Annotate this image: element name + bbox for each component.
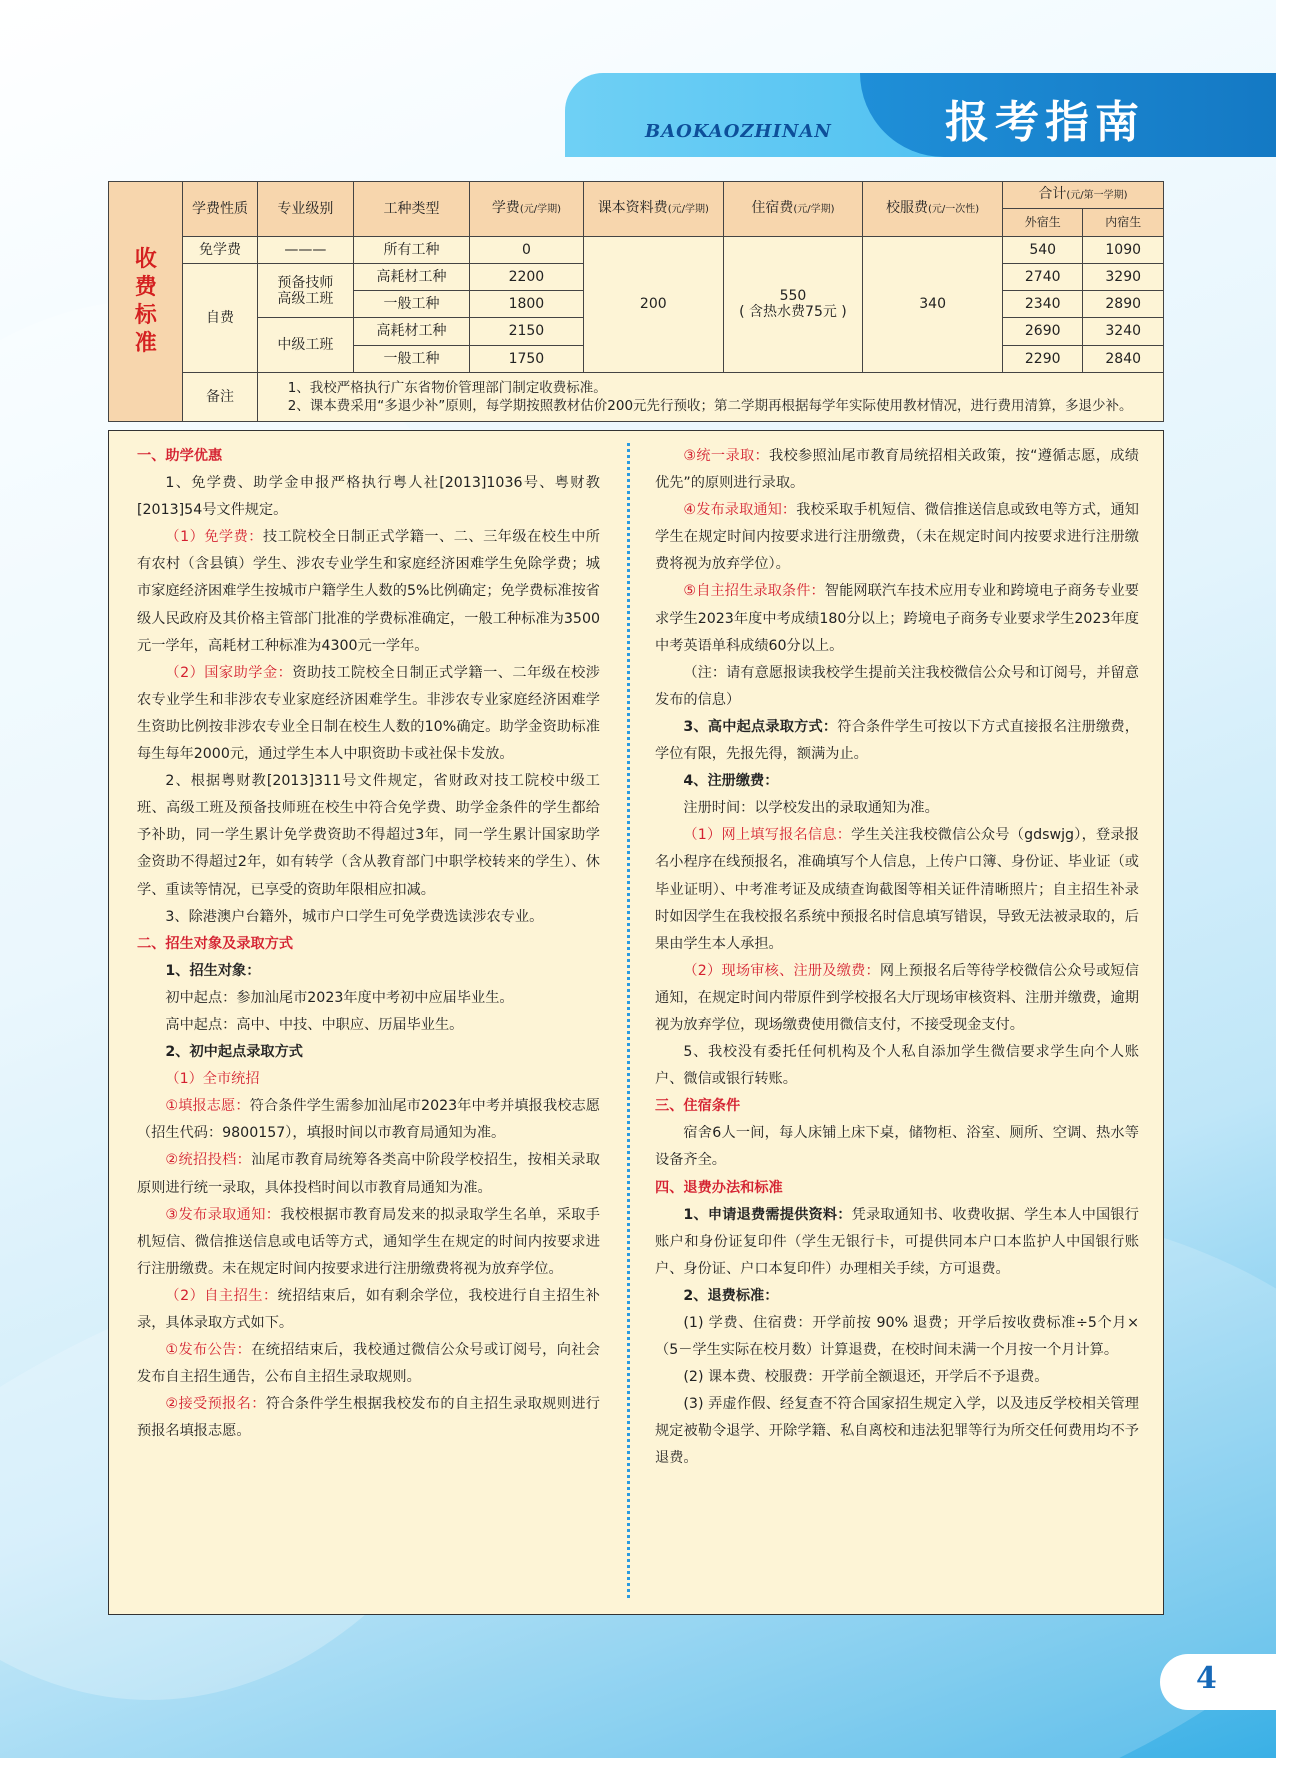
remark-label: 备注 [183, 372, 257, 421]
fee-standard-table [108, 181, 1164, 422]
paragraph: (2) 课本费、校服费：开学前全额退还，开学后不予退费。 [683, 1369, 1049, 1386]
section-heading: 四、退费办法和标准 [655, 1179, 783, 1196]
cell: 1090 [1083, 236, 1164, 263]
header-pinyin: BAOKAOZHINAN [645, 121, 832, 142]
col-header-outside: 外宿生 [1002, 209, 1082, 236]
paragraph: 高中起点：高中、中技、中职应、历届毕业生。 [165, 1016, 464, 1033]
paragraph: 4、注册缴费： [683, 773, 779, 790]
paragraph: 1、免学费、助学金申报严格执行粤人社[2013]1036号、粤财教[2013]54号文件规定。 [137, 475, 600, 519]
cell: 2890 [1083, 291, 1164, 318]
paragraph: ③统一录取：我校参照汕尾市教育局统招相关政策，按“遵循志愿，成绩优先”的原则进行录取。 [655, 448, 1139, 492]
paragraph: 1、申请退费需提供资料：凭录取通知书、收费收据、学生本人中国银行账户和身份证复印件（学生无银行卡，可提供同本户口本监护人中国银行账户、身份证、户口本复印件）办理相关手续，方可退费。 [655, 1206, 1139, 1277]
page-title: 报考指南 [945, 97, 1145, 148]
cell: 2200 [469, 263, 583, 290]
cell: 预备技师 高级工班 [257, 263, 353, 318]
left-column [137, 443, 600, 1445]
table-header-row [109, 182, 1164, 209]
uniform-fee-cell: 340 [863, 236, 1003, 372]
paragraph: 2、初中起点录取方式 [165, 1044, 303, 1061]
table-row [109, 236, 1164, 263]
cell: 1800 [469, 291, 583, 318]
cell: 2340 [1002, 291, 1082, 318]
page-number: 4 [1196, 1661, 1217, 1696]
paragraph: ②统招投档：汕尾市教育局统筹各类高中阶段学校招生，按相关录取原则进行统一录取，具体投档时间以市教育局通知为准。 [137, 1152, 600, 1196]
paragraph: 1、招生对象： [165, 962, 261, 979]
fee-side-label: 收 费 标 准 [109, 182, 183, 422]
lodging-fee-cell: 550 ( 含热水费75元 ) [723, 236, 863, 372]
cell: 高耗材工种 [354, 263, 470, 290]
cell: 3240 [1083, 318, 1164, 345]
cell: 高耗材工种 [354, 318, 470, 345]
cell: 自费 [183, 263, 257, 372]
section-heading: 一、助学优惠 [137, 448, 223, 464]
cell: 2840 [1083, 345, 1164, 372]
admission-notes [108, 430, 1164, 1615]
paragraph: （2）现场审核、注册及缴费：网上预报名后等待学校微信公众号或短信通知，在规定时间内带原件到学校报名大厅现场审核资料、注册并缴费，逾期视为放弃学位，现场缴费使用微信支付，不接受现金支付。 [655, 962, 1139, 1033]
cell: 540 [1002, 236, 1082, 263]
paragraph: ④发布录取通知：我校采取手机短信、微信推送信息或致电等方式，通知学生在规定时间内按要求进行注册缴费，（未在规定时间内按要求进行注册缴费将视为放弃学位）。 [655, 502, 1139, 573]
cell: 1750 [469, 345, 583, 372]
paragraph: (3) 弄虚作假、经复查不符合国家招生规定入学，以及违反学校相关管理规定被勒令退学、开除学籍、私自离校和违法犯罪等行为所交任何费用均不予退费。 [655, 1396, 1139, 1467]
cell: 所有工种 [354, 236, 470, 263]
paragraph: ①填报志愿：符合条件学生需参加汕尾市2023年中考并填报我校志愿（招生代码：9800157），填报时间以市教育局通知为准。 [137, 1098, 600, 1142]
cell: 免学费 [183, 236, 257, 263]
paragraph: （2）国家助学金：资助技工院校全日制正式学籍一、二年级在校涉农专业学生和非涉农专业家庭经济困难学生。非涉农专业家庭经济困难学生资助比例按非涉农专业全日制在校生人数的10%确定。助学金资助标准每生每年2000元，通过学生本人中职资助卡或社保卡发放。 [137, 664, 600, 763]
paragraph: （2）自主招生：统招结束后，如有剩余学位，我校进行自主招生补录，具体录取方式如下。 [137, 1287, 600, 1331]
col-header-total: 合计(元/第一学期) [1002, 182, 1163, 209]
books-fee-cell: 200 [583, 236, 723, 372]
col-header-tuition: 学费(元/学期) [469, 182, 583, 237]
column-divider [627, 443, 630, 1598]
col-header-books: 课本资料费(元/学期) [583, 182, 723, 237]
paragraph: ⑤自主招生录取条件：智能网联汽车技术应用专业和跨境电子商务专业要求学生2023年度中考成绩180分以上；跨境电子商务专业要求学生2023年度中考英语单科成绩60分以上。 [655, 583, 1139, 654]
paragraph: 3、除港澳户台籍外，城市户口学生可免学费选读涉农专业。 [165, 908, 544, 925]
paragraph: ③发布录取通知：我校根据市教育局发来的拟录取学生名单，采取手机短信、微信推送信息或电话等方式，通知学生在规定的时间内按要求进行注册缴费。未在规定时间内按要求进行注册缴费将视为放弃学位。 [137, 1206, 600, 1277]
paragraph: ①发布公告：在统招结束后，我校通过微信公众号或订阅号，向社会发布自主招生通告，公布自主招生录取规则。 [137, 1342, 600, 1386]
col-header-level: 专业级别 [257, 182, 353, 237]
col-header-trade: 工种类型 [354, 182, 470, 237]
paragraph: 注册时间：以学校发出的录取通知为准。 [683, 800, 939, 817]
page-number-tab [1160, 1654, 1276, 1710]
paragraph: 5、我校没有委托任何机构及个人私自添加学生微信要求学生向个人账户、微信或银行转账。 [655, 1044, 1139, 1088]
paragraph: ②接受预报名：符合条件学生根据我校发布的自主招生录取规则进行预报名填报志愿。 [137, 1396, 600, 1440]
cell: 2290 [1002, 345, 1082, 372]
cell: 中级工班 [257, 318, 353, 373]
cell: 2740 [1002, 263, 1082, 290]
paragraph: （1）免学费：技工院校全日制正式学籍一、二、三年级在校生中所有农村（含县镇）学生、涉农专业学生和家庭经济困难学生免除学费；城市家庭经济困难学生按城市户籍学生人数的5%比例确定；免学费标准按省级人民政府及其价格主管部门批准的学费标准确定，一般工种标准为3500元一学年，高耗材工种标准为4300元一学年。 [137, 529, 600, 654]
col-header-inside: 内宿生 [1083, 209, 1164, 236]
col-header-uniform: 校服费(元/一次性) [863, 182, 1003, 237]
paragraph: (1) 学费、住宿费：开学前按 90% 退费；开学后按收费标准÷5个月×（5－学生实际在校月数）计算退费，在校时间未满一个月按一个月计算。 [655, 1315, 1139, 1359]
section-heading: 三、住宿条件 [655, 1098, 741, 1115]
col-header-lodging: 住宿费(元/学期) [723, 182, 863, 237]
cell: 3290 [1083, 263, 1164, 290]
section-heading: 二、招生对象及录取方式 [137, 935, 294, 952]
paragraph: （1）全市统招 [165, 1071, 260, 1088]
paragraph: 3、高中起点录取方式：符合条件学生可按以下方式直接报名注册缴费，学位有限，先报先得，额满为止。 [655, 718, 1139, 763]
paragraph: （1）网上填写报名信息：学生关注我校微信公众号（gdswjg），登录报名小程序在线预报名，准确填写个人信息，上传户口簿、身份证、毕业证（或毕业证明）、中考准考证及成绩查询截图等相关证件清晰照片；自主招生补录时如因学生在我校报名系统中预报名时信息填写错误，导致无法被录取的，后果由学生本人承担。 [655, 827, 1140, 952]
paragraph: 2、根据粤财教[2013]311号文件规定，省财政对技工院校中级工班、高级工班及预备技师班在校生中符合免学费、助学金条件的学生都给予补助，同一学生累计免学费资助不得超过3年，同一学生累计国家助学金资助不得超过2年，如有转学（含从教育部门中职学校转来的学生）、休学、重读等情况，已享受的资助年限相应扣减。 [137, 773, 600, 898]
paragraph: 宿舍6人一间，每人床铺上床下桌，储物柜、浴室、厕所、空调、热水等设备齐全。 [655, 1125, 1139, 1169]
remark-row [109, 372, 1164, 421]
right-column [655, 443, 1139, 1473]
paragraph: （注：请有意愿报读我校学生提前关注我校微信公众号和订阅号，并留意发布的信息） [655, 664, 1139, 708]
paragraph: 初中起点：参加汕尾市2023年度中考初中应届毕业生。 [165, 989, 514, 1006]
col-header-nature: 学费性质 [183, 182, 257, 237]
paragraph: 2、退费标准： [683, 1287, 779, 1304]
cell: 一般工种 [354, 345, 470, 372]
cell: 2150 [469, 318, 583, 345]
remark-text: 1、我校严格执行广东省物价管理部门制定收费标准。 2、课本费采用“多退少补”原则，每学期按照教材估价200元先行预收；第二学期再根据每学年实际使用教材情况，进行费用清算，多退少补。 [257, 372, 1163, 421]
cell: ——— [257, 236, 353, 263]
cell: 一般工种 [354, 291, 470, 318]
cell: 0 [469, 236, 583, 263]
cell: 2690 [1002, 318, 1082, 345]
